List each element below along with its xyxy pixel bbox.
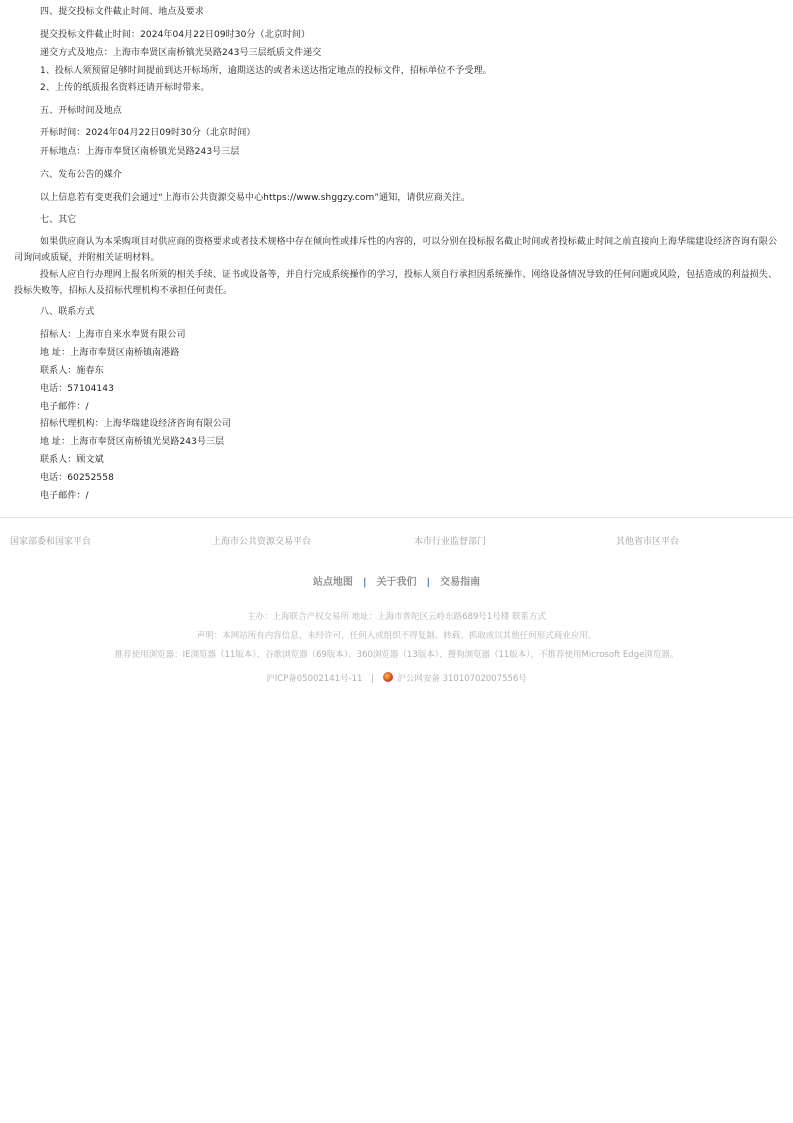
agency-phone: 电话：60252558 xyxy=(40,473,114,483)
submission-note-1: 1、投标人须预留足够时间提前到达开标场所，逾期送达的或者未送达指定地点的投标文件，招标单位不予受理。 xyxy=(40,66,492,76)
tenderer-contact: 联系人：施春东 xyxy=(40,366,104,376)
footer-link-national[interactable]: 国家部委和国家平台 xyxy=(10,537,92,547)
submission-method: 递交方式及地点：上海市奉贤区南桥镇光昊路243号三层纸质文件递交 xyxy=(40,48,322,58)
footer-registration: 沪ICP备05002141号-11 | 沪公网安备 31010702007556号 xyxy=(266,674,527,684)
footer-link-other-provinces[interactable]: 其他省市区平台 xyxy=(616,537,680,547)
footer-nav xyxy=(0,576,793,590)
nav-separator: | xyxy=(362,577,367,588)
footer-platform-links xyxy=(0,536,793,550)
other-paragraph-2: 投标人应自行办理网上报名所须的相关手续、证书或设备等，并自行完成系统操作的学习，投标人须自行承担因系统操作、网络设备情况导致的任何问题或风险，包括造成的利益损失、投标失败等，招标人及招标代理机构不承担任何责任。 xyxy=(14,270,778,296)
tenderer-name: 招标人：上海市自来水奉贤有限公司 xyxy=(40,330,186,340)
tenderer-email: 电子邮件：/ xyxy=(40,402,89,412)
section-4-heading: 四、提交投标文件截止时间、地点及要求 xyxy=(40,7,204,17)
bid-deadline: 提交投标文件截止时间：2024年04月22日09时30分（北京时间） xyxy=(40,30,311,40)
agency-address: 地 址：上海市奉贤区南桥镇光昊路243号三层 xyxy=(40,437,225,447)
sitemap-link[interactable]: 站点地图 xyxy=(312,577,353,588)
opening-place: 开标地点：上海市奉贤区南桥镇光昊路243号三层 xyxy=(40,147,240,157)
trading-guide-link[interactable]: 交易指南 xyxy=(440,577,481,588)
opening-time: 开标时间：2024年04月22日09时30分（北京时间） xyxy=(40,128,256,138)
media-notice: 以上信息若有变更我们会通过“上海市公共资源交易中心https://www.shggzy.com”通知，请供应商关注。 xyxy=(40,193,471,203)
section-6-heading: 六、发布公告的媒介 xyxy=(40,170,122,180)
section-5-heading: 五、开标时间及地点 xyxy=(40,106,122,116)
footer-sponsor: 主办：上海联合产权交易所 地址：上海市普陀区云岭东路689号1号楼 联系方式 xyxy=(246,612,547,622)
agency-email: 电子邮件：/ xyxy=(40,491,89,501)
tenderer-phone: 电话：57104143 xyxy=(40,384,114,394)
tenderer-address: 地 址：上海市奉贤区南桥镇南港路 xyxy=(40,348,180,358)
other-paragraph-1: 如果供应商认为本采购项目对供应商的资格要求或者技术规格中存在倾向性或排斥性的内容的，可以分别在投标报名截止时间或者投标截止时间之前直接向上海华瑞建设经济咨询有限公司询问或质疑，并附相关证明材料。 xyxy=(14,237,778,263)
footer-statement: 声明：本网站所有内容信息，未经许可，任何人或组织不得复制、转载、抓取或以其他任何形式商业应用。 xyxy=(196,631,597,641)
police-record-number[interactable]: 沪公网安备 31010702007556号 xyxy=(397,674,527,684)
agency-name: 招标代理机构：上海华瑞建设经济咨询有限公司 xyxy=(40,419,232,429)
footer-browsers: 推荐使用浏览器：IE浏览器（11版本）、谷歌浏览器（69版本）、360浏览器（13版本）、搜狗浏览器（11版本），不推荐使用Microsoft Edge浏览器。 xyxy=(114,650,679,660)
about-us-link[interactable]: 关于我们 xyxy=(376,577,417,588)
submission-note-2: 2、上传的纸质报名资料还请开标时带来。 xyxy=(40,83,210,93)
nav-separator: | xyxy=(426,577,431,588)
section-7-heading: 七、其它 xyxy=(40,215,77,225)
section-8-heading: 八、联系方式 xyxy=(40,307,95,317)
footer-link-industry-supervision[interactable]: 本市行业监督部门 xyxy=(414,537,487,547)
footer-divider xyxy=(0,517,793,518)
footer-link-shanghai-platform[interactable]: 上海市公共资源交易平台 xyxy=(212,537,312,547)
icp-number[interactable]: 沪ICP备05002141号-11 xyxy=(266,674,363,684)
police-badge-icon xyxy=(383,672,393,682)
agency-contact: 联系人：顾文斌 xyxy=(40,455,104,465)
